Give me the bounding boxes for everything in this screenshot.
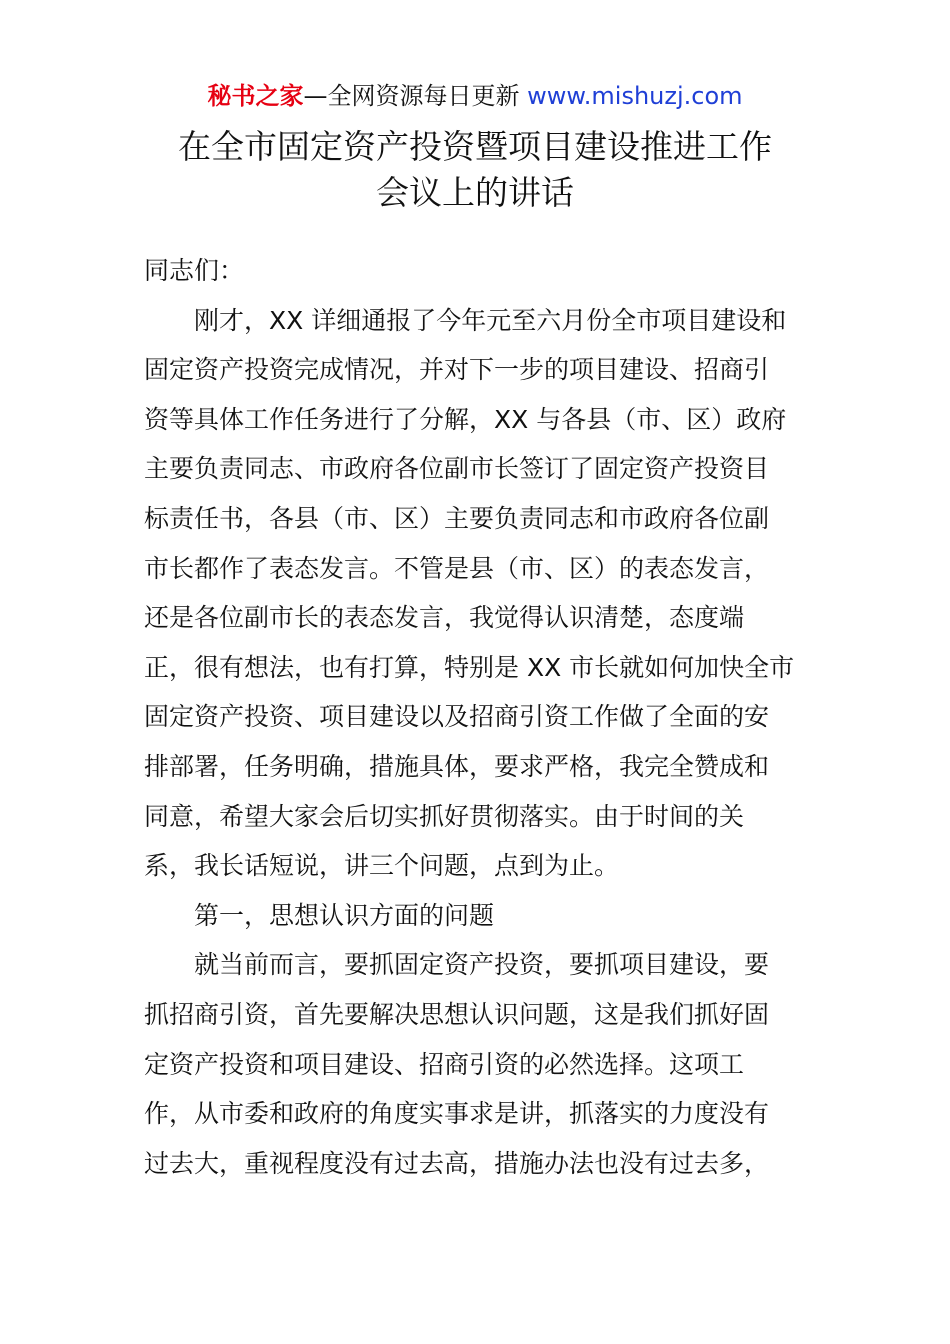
paragraph-line: 同意，希望大家会后切实抓好贯彻落实。由于时间的关 [144, 801, 745, 831]
paragraph-line: 还是各位副市长的表态发言，我觉得认识清楚，态度端 [144, 603, 745, 633]
paragraph-line: 刚才，XX 详细通报了今年元至六月份全市项目建设和 [194, 305, 787, 335]
paragraph-line: 市长都作了表态发言。不管是县（市、区）的表态发言， [144, 553, 770, 583]
paragraph-line: 固定资产投资、项目建设以及招商引资工作做了全面的安 [144, 702, 770, 732]
document-title [100, 124, 850, 216]
section-heading: 第一，思想认识方面的问题 [194, 900, 495, 930]
title-line-2: 会议上的讲话 [376, 173, 574, 212]
header-tagline: —全网资源每日更新 [303, 82, 520, 110]
site-header [0, 80, 950, 112]
paragraph-line: 过去大，重视程度没有过去高，措施办法也没有过去多， [144, 1148, 770, 1178]
paragraph-line: 排部署，任务明确，措施具体，要求严格，我完全赞成和 [144, 751, 770, 781]
site-url-link[interactable]: www.mishuzj.com [527, 82, 743, 110]
brand-name: 秘书之家 [207, 82, 304, 110]
paragraph-line: 标责任书，各县（市、区）主要负责同志和市政府各位副 [144, 503, 770, 533]
paragraph-line: 定资产投资和项目建设、招商引资的必然选择。这项工 [144, 1049, 745, 1079]
paragraph-line: 资等具体工作任务进行了分解，XX 与各县（市、区）政府 [144, 404, 787, 434]
paragraph-line: 抓招商引资，首先要解决思想认识问题，这是我们抓好固 [144, 999, 770, 1029]
greeting: 同志们： [144, 256, 245, 285]
paragraph-line: 作，从市委和政府的角度实事求是讲，抓落实的力度没有 [144, 1099, 770, 1129]
paragraph-line: 就当前而言，要抓固定资产投资，要抓项目建设，要 [194, 950, 770, 980]
document-body [144, 246, 809, 1188]
title-line-1: 在全市固定资产投资暨项目建设推进工作 [178, 127, 772, 166]
paragraph-line: 主要负责同志、市政府各位副市长签订了固定资产投资目 [144, 454, 770, 484]
paragraph-line: 系，我长话短说，讲三个问题，点到为止。 [144, 851, 620, 881]
paragraph-line: 正，很有想法，也有打算，特别是 XX 市长就如何加快全市 [144, 652, 795, 682]
paragraph-line: 固定资产投资完成情况，并对下一步的项目建设、招商引 [144, 355, 770, 385]
